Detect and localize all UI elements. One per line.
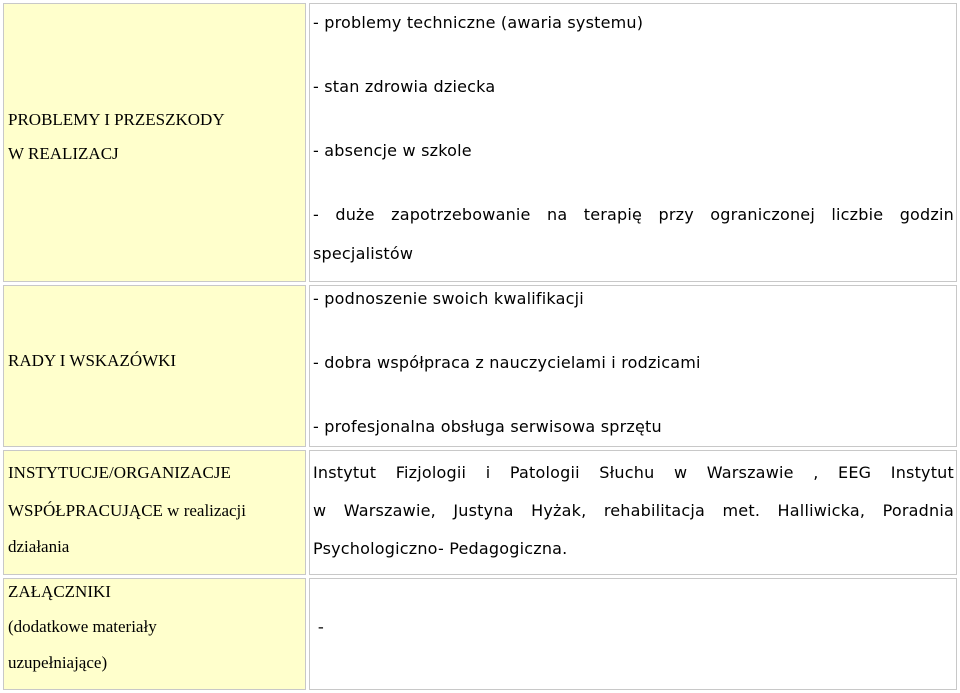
problems-label-line-2: W REALIZACJ	[8, 144, 119, 163]
attachments-content-cell	[309, 578, 957, 690]
advice-item-1: - podnoszenie swoich kwalifikacji	[313, 289, 584, 308]
institutions-label-line-1: INSTYTUCJE/ORGANIZACJE	[8, 463, 231, 482]
advice-item-2: - dobra współpraca z nauczycielami i rodzicami	[313, 353, 701, 372]
problems-label-cell	[3, 3, 306, 282]
institutions-text-line-2: w Warszawie, Justyna Hyżak, rehabilitacja met. Halliwicka, Poradnia	[313, 501, 954, 520]
institutions-label-line-2: WSPÓŁPRACUJĄCE w realizacji	[8, 501, 246, 520]
problems-content-cell	[309, 3, 957, 282]
attachments-label-line-1: ZAŁĄCZNIKI	[8, 582, 111, 601]
institutions-text-line-1: Instytut Fizjologii i Patologii Słuchu w Warszawie , EEG Instytut	[313, 463, 954, 482]
problems-item-4: - duże zapotrzebowanie na terapię przy ograniczonej liczbie godzin	[313, 205, 954, 224]
attachments-label-line-2: (dodatkowe materiały	[8, 617, 157, 636]
problems-item-2: - stan zdrowia dziecka	[313, 77, 496, 96]
attachments-label-cell	[3, 578, 306, 690]
problems-item-3: - absencje w szkole	[313, 141, 472, 160]
problems-label-line-1: PROBLEMY I PRZESZKODY	[8, 110, 225, 129]
institutions-label-cell	[3, 450, 306, 575]
advice-label-cell	[3, 285, 306, 447]
problems-item-4-continued: specjalistów	[313, 244, 414, 263]
institutions-content-cell	[309, 450, 957, 575]
problems-item-1: - problemy techniczne (awaria systemu)	[313, 13, 644, 32]
institutions-text-line-3: Psychologiczno- Pedagogiczna.	[313, 539, 568, 558]
attachments-value: -	[318, 617, 324, 636]
advice-item-3: - profesjonalna obsługa serwisowa sprzętu	[313, 417, 662, 436]
advice-label-line-1: RADY I WSKAZÓWKI	[8, 351, 177, 370]
advice-content-cell	[309, 285, 957, 447]
attachments-label-line-3: uzupełniające)	[8, 653, 108, 672]
institutions-label-line-3: działania	[8, 537, 70, 556]
